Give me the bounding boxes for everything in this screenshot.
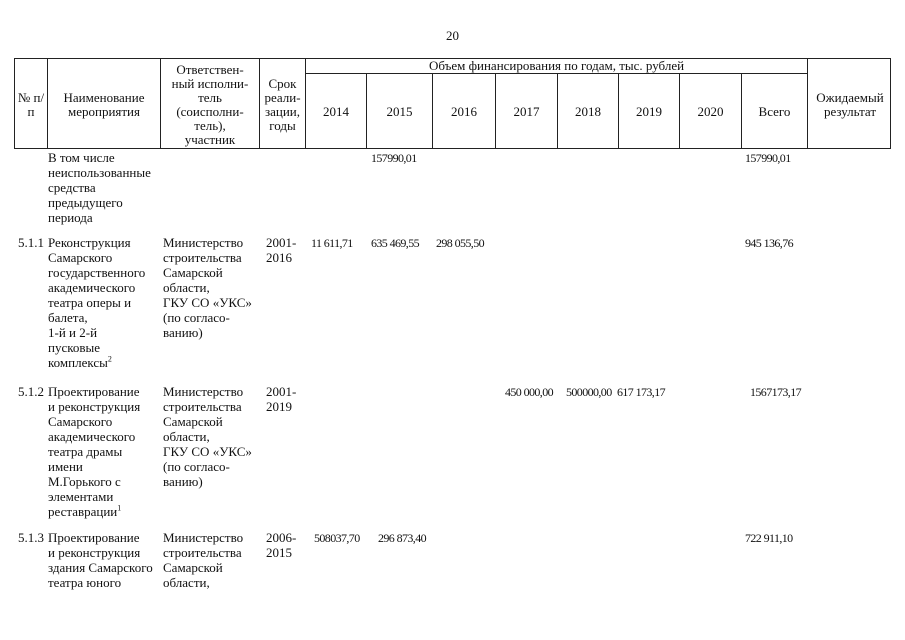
name-line: средства: [48, 180, 96, 195]
header-term-line: Срок: [268, 75, 297, 91]
value-2015: 296 873,40: [378, 531, 427, 545]
executor-line: Министерство: [163, 235, 244, 250]
term-line: 2016: [266, 250, 292, 265]
executor-line: Самарской: [163, 265, 223, 280]
executor-line: строительства: [163, 250, 242, 265]
name-line: и реконструкция: [48, 399, 141, 414]
name-line: периода: [48, 210, 93, 225]
row-number: 5.1.2: [18, 384, 44, 399]
term-line: 2006-: [266, 530, 297, 545]
header-year-2015: 2015: [386, 104, 413, 119]
name-line: [48, 355, 145, 370]
name-line: академического: [48, 429, 136, 444]
header-financing-title: Объем финансирования по годам, тыс. рублей: [428, 58, 685, 73]
name-line: элементами: [48, 489, 114, 504]
name-line: Проектирование: [48, 530, 140, 545]
executor-line: ГКУ СО «УКС»: [163, 444, 252, 459]
header-term-line: зации,: [264, 103, 301, 119]
name-line: здания Самарского: [48, 560, 153, 575]
header-year-2018: 2018: [575, 104, 601, 119]
row-term: [266, 384, 296, 414]
name-line: и реконструкция: [48, 545, 141, 560]
executor-line: строительства: [163, 399, 242, 414]
header-exec-line: (соисполни-: [176, 103, 244, 119]
header-year-2016: 2016: [451, 104, 477, 119]
name-line: предыдущего: [48, 195, 123, 210]
header-exec-line: тель),: [194, 117, 226, 133]
term-line: 2001-: [266, 384, 297, 399]
value-2014: 508037,70: [314, 531, 360, 545]
header-term-line: годы: [269, 117, 296, 133]
value-total: 157990,01: [745, 151, 791, 165]
header-executor: [161, 59, 259, 150]
header-year-2020: 2020: [697, 104, 724, 119]
value-2018: 500000,00: [566, 385, 612, 399]
header-total: Всего: [758, 104, 791, 119]
name-line: [48, 504, 140, 519]
row-executor: [163, 235, 252, 340]
row-number: 5.1.3: [18, 530, 44, 545]
executor-line: области,: [163, 575, 210, 590]
term-line: 2019: [266, 399, 292, 414]
header-term-line: реали-: [264, 89, 301, 105]
header-year-2014: 2014: [323, 104, 349, 119]
header-num: № п/п: [17, 89, 45, 119]
value-total: 1567173,17: [750, 385, 802, 399]
name-line: театра оперы и: [48, 295, 132, 310]
value-2015: 635 469,55: [371, 236, 420, 250]
row-name: [48, 530, 153, 590]
name-line: пусковые: [48, 340, 101, 355]
value-2017: 450 000,00: [505, 385, 554, 399]
executor-line: области,: [163, 429, 210, 444]
header-name: Наименование мероприятия: [63, 89, 145, 119]
row-number: 5.1.1: [18, 235, 44, 250]
executor-line: Самарской: [163, 414, 223, 429]
footnote-mark: 1: [117, 503, 122, 513]
executor-line: (по согласо-: [163, 459, 230, 474]
value-total: 722 911,10: [745, 531, 793, 545]
name-line: неиспользованные: [48, 165, 151, 180]
name-line: Самарского: [48, 250, 113, 265]
executor-line: области,: [163, 280, 210, 295]
executor-line: Министерство: [163, 530, 244, 545]
row-term: [266, 530, 296, 560]
header-result: Ожидаемый результат: [816, 89, 884, 119]
name-line: театра драмы: [48, 444, 123, 459]
row-term: [266, 235, 296, 265]
name-line: М.Горького с: [48, 474, 121, 489]
row-name: [48, 235, 145, 370]
executor-line: ГКУ СО «УКС»: [163, 295, 252, 310]
name-line-text: реставрации: [48, 504, 118, 519]
header-exec-line: Ответствен-: [176, 61, 244, 77]
header-exec-line: тель: [198, 89, 222, 105]
row-executor: [163, 530, 243, 590]
header-exec-line: участник: [184, 131, 236, 147]
executor-line: строительства: [163, 545, 242, 560]
table-header: [14, 58, 891, 149]
name-line: Проектирование: [48, 384, 140, 399]
footnote-mark: 2: [107, 354, 112, 364]
header-year-2019: 2019: [636, 104, 662, 119]
name-line: балета,: [48, 310, 88, 325]
value-total: 945 136,76: [745, 236, 794, 250]
row-name: [48, 150, 151, 225]
page-number: 20: [446, 28, 459, 43]
value-2014: 11 611,71: [311, 236, 353, 250]
term-line: 2015: [266, 545, 292, 560]
name-line: театра юного: [48, 575, 122, 590]
executor-line: Министерство: [163, 384, 244, 399]
term-line: 2001-: [266, 235, 297, 250]
header-year-2017: 2017: [513, 104, 540, 119]
executor-line: Самарской: [163, 560, 223, 575]
executor-line: ванию): [163, 325, 203, 340]
name-line: академического: [48, 280, 136, 295]
executor-line: (по согласо-: [163, 310, 230, 325]
header-exec-line: ный исполни-: [171, 75, 249, 91]
value-2015: 157990,01: [371, 151, 417, 165]
name-line: В том числе: [48, 150, 115, 165]
executor-line: ванию): [163, 474, 203, 489]
value-2016: 298 055,50: [436, 236, 485, 250]
name-line: 1-й и 2-й: [48, 325, 98, 340]
row-executor: [163, 384, 252, 489]
name-line: имени: [48, 459, 83, 474]
value-2019: 617 173,17: [617, 385, 666, 399]
name-line: государственного: [48, 265, 146, 280]
header-term: [260, 59, 305, 150]
name-line: Самарского: [48, 414, 113, 429]
name-line: Реконструкция: [48, 235, 131, 250]
row-name: [48, 384, 140, 519]
name-line-text: комплексы: [48, 355, 108, 370]
